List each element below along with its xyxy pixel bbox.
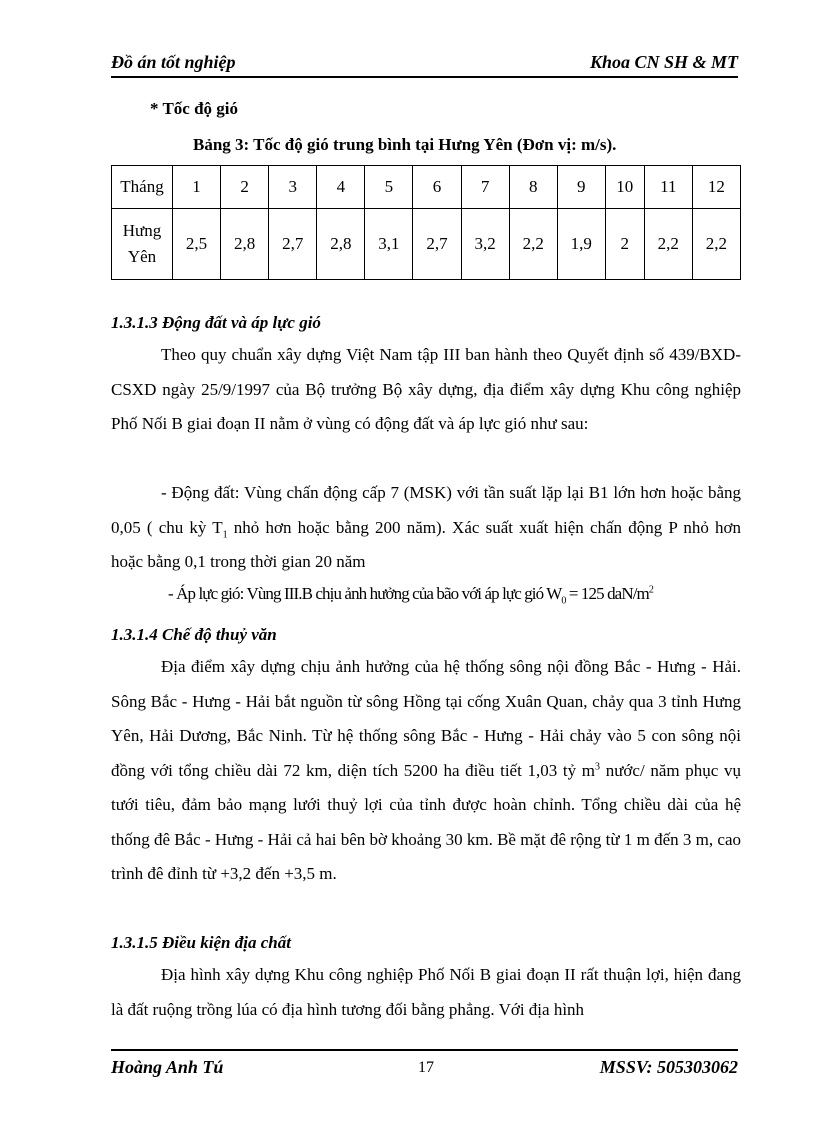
table-row-values xyxy=(112,209,741,280)
wind-section-title: * Tốc độ gió xyxy=(150,99,239,118)
paragraph-text: = 125 daN/m xyxy=(565,584,649,603)
row-label-line1: Hưng xyxy=(122,221,162,240)
month-cell: 10 xyxy=(605,166,644,209)
month-cell: 6 xyxy=(413,166,461,209)
value-cell: 2,7 xyxy=(269,209,317,280)
table-header-cell xyxy=(112,209,173,280)
page-header xyxy=(111,50,738,78)
value-cell: 3,1 xyxy=(365,209,413,280)
paragraph-earthquake xyxy=(111,476,741,580)
paragraph-hydrology xyxy=(111,650,741,892)
value-cell: 2,8 xyxy=(221,209,269,280)
paragraph-text: nước/ năm phục vụ tưới tiêu, đảm bảo mạng lưới thuỷ lợi của tỉnh được hoàn chỉnh. Tổng chiều dài của hệ thống đê Bắc - Hưng - Hải cả hai bên bờ khoảng 30 km. Bề mặt đê rộng từ 1 m đến 3 m, cao trình đê đỉnh từ +3,2 đến +3,5 m. xyxy=(111,760,741,883)
paragraph-wind-pressure xyxy=(168,584,748,607)
heading-1-3-1-3: 1.3.1.3 Động đất và áp lực gió xyxy=(111,313,321,332)
paragraph-text: - Áp lực gió: Vùng III.B chịu ảnh hưởng của bão với áp lực gió W xyxy=(168,584,562,603)
paragraph-geology xyxy=(111,958,741,1027)
superscript: 3 xyxy=(595,760,601,772)
value-cell: 2,2 xyxy=(644,209,692,280)
month-cell: 2 xyxy=(221,166,269,209)
heading-1-3-1-4: 1.3.1.4 Chế độ thuỷ văn xyxy=(111,625,277,644)
month-cell: 9 xyxy=(557,166,605,209)
month-cell: 11 xyxy=(644,166,692,209)
paragraph-regulation xyxy=(111,338,741,442)
subscript: 0 xyxy=(561,595,566,607)
month-cell: 8 xyxy=(509,166,557,209)
header-left: Đồ án tốt nghiệp xyxy=(111,52,236,72)
header-right: Khoa CN SH & MT xyxy=(589,52,738,72)
paragraph-text: - Động đất: Vùng chấn động cấp 7 (MSK) với tần suất lặp lại B1 lớn hơn hoặc bằng 0,05 ( chu kỳ T xyxy=(111,483,741,537)
month-cell: 1 xyxy=(173,166,221,209)
value-cell: 1,9 xyxy=(557,209,605,280)
table-caption: Bảng 3: Tốc độ gió trung bình tại Hưng Yên (Đơn vị: m/s). xyxy=(193,135,617,154)
footer-student-id: MSSV: 505303062 xyxy=(599,1057,738,1077)
month-cell: 7 xyxy=(461,166,509,209)
footer-author: Hoàng Anh Tú xyxy=(111,1057,224,1077)
month-cell: 4 xyxy=(317,166,365,209)
month-cell: 12 xyxy=(692,166,740,209)
month-cell: 5 xyxy=(365,166,413,209)
paragraph-text: Địa điểm xây dựng chịu ảnh hưởng của hệ thống sông nội đồng Bắc - Hưng - Hải. Sông Bắc - Hưng - Hải bắt nguồn từ sông Hồng tại cống Xuân Quan, chảy qua 3 tỉnh Hưng Yên, Hải Dương, Bắc Ninh. Từ hệ thống sông Bắc - Hưng - Hải chảy vào 5 con sông nội đồng với tổng chiều dài 72 km, diện tích 5200 ha điều tiết 1,03 tỷ m xyxy=(111,657,741,780)
superscript: 2 xyxy=(648,584,653,596)
value-cell: 2,2 xyxy=(509,209,557,280)
value-cell: 2,2 xyxy=(692,209,740,280)
value-cell: 2,5 xyxy=(173,209,221,280)
paragraph-text: nhỏ hơn hoặc bằng 200 năm). Xác suất xuất hiện chấn động P nhỏ hơn hoặc bằng 0,1 trong thời gian 20 năm xyxy=(111,517,741,571)
value-cell: 2 xyxy=(605,209,644,280)
table-row-months xyxy=(112,166,741,209)
value-cell: 3,2 xyxy=(461,209,509,280)
value-cell: 2,8 xyxy=(317,209,365,280)
row-label-line2: Yên xyxy=(127,247,157,266)
subscript: 1 xyxy=(222,528,228,540)
heading-1-3-1-5: 1.3.1.5 Điều kiện địa chất xyxy=(111,933,291,952)
paragraph-text: Theo quy chuẩn xây dựng Việt Nam tập III ban hành theo Quyết định số 439/BXD-CSXD ngày 25/9/1997 của Bộ trưởng Bộ xây dựng, địa điểm xây dựng Khu công nghiệp Phố Nối B giai đoạn II nằm ở vùng có động đất và áp lực gió như sau: xyxy=(111,345,741,433)
table-header-cell: Tháng xyxy=(112,166,173,209)
month-cell: 3 xyxy=(269,166,317,209)
paragraph-text: Địa hình xây dựng Khu công nghiệp Phố Nối B giai đoạn II rất thuận lợi, hiện đang là đất ruộng trồng lúa có địa hình tương đối bằng phẳng. Với địa hình xyxy=(111,965,741,1019)
page-footer xyxy=(111,1049,738,1081)
wind-speed-table xyxy=(111,165,741,280)
page-number: 17 xyxy=(418,1059,434,1076)
value-cell: 2,7 xyxy=(413,209,461,280)
